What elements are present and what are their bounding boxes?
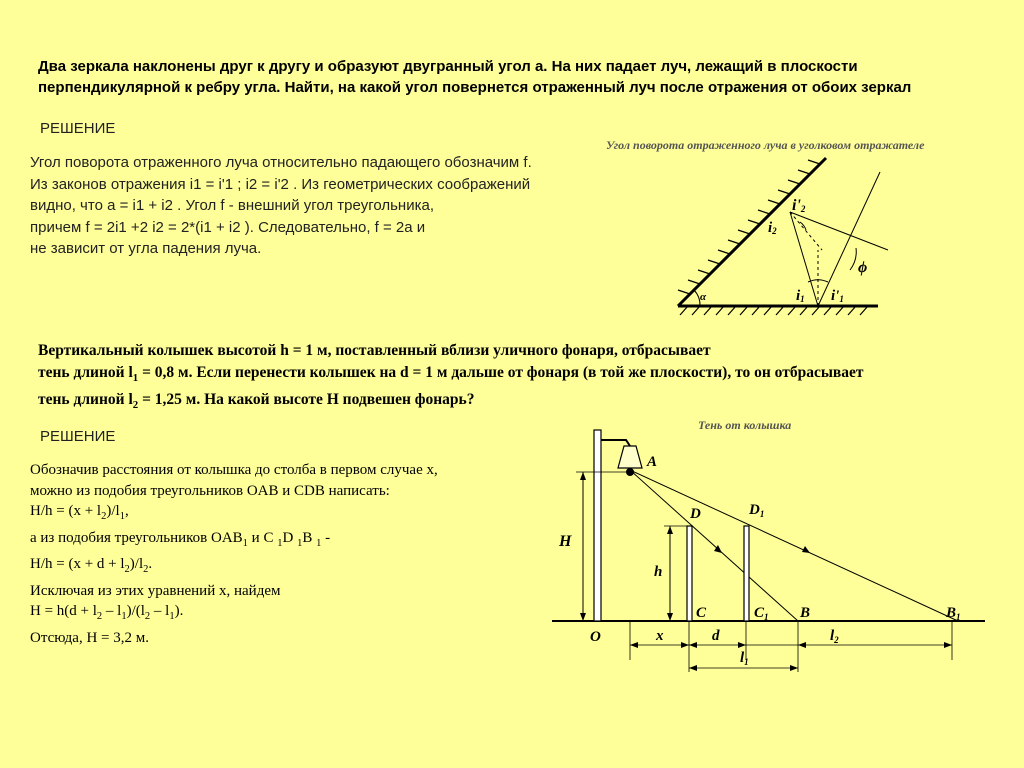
i1-label: i1	[796, 288, 805, 304]
ray-to-b	[630, 470, 798, 621]
problem-1-statement	[38, 56, 1024, 98]
problem-2-line-3: тень длиной $l_2 = 1,25$ м. На какой высоте H подвешен фонарь?	[38, 391, 475, 412]
i2-label: i2	[768, 220, 777, 236]
lamp-post	[594, 430, 601, 621]
solution-2-line: Обозначив расстояния от колышка до столба в первом случае x,	[30, 462, 438, 478]
figure-2-lamp-shadow	[548, 424, 990, 678]
solution-2-result-formula: $H = h(d + l_2 - l_1)/(l_2 - l_1)$.	[30, 603, 184, 622]
problem-2-statement	[38, 340, 998, 417]
figure-2-caption: Тень от колышка	[698, 418, 792, 432]
figure-1-caption: Угол поворота отраженного луча в уголковом отражателе	[606, 138, 925, 152]
label-d1: $D_1$	[749, 502, 765, 519]
label-c: C	[696, 605, 707, 621]
solution-1-line: причем f = 2i1 +2 i2 = 2*(i1 + i2 ). Следовательно, f = 2a и	[30, 218, 426, 236]
problem-2-line-1: Вертикальный колышек высотой h = 1 м, поставленный вблизи уличного фонаря, отбрасывает	[38, 342, 711, 359]
solution-1-line: Из законов отражения i1 = i'1 ; i2 = i'2 . Из геометрических соображений	[30, 175, 531, 193]
label-b1: $B_1$	[946, 605, 961, 622]
solution-1-text	[30, 152, 630, 260]
solution-1-line: не зависит от угла падения луча.	[30, 240, 262, 257]
i1-prime-label: i'1	[831, 288, 844, 304]
label-l2: $l_2$	[830, 628, 839, 645]
lamp	[618, 446, 642, 468]
problem-1-line-1: Два зеркала наклонены друг к другу и образуют двугранный угол а. На них падает луч, лежащий в плоскости	[38, 58, 858, 75]
label-x: x	[656, 628, 664, 644]
solution-2-text	[30, 460, 550, 648]
outgoing-ray	[790, 212, 888, 250]
ray-to-b1	[630, 470, 958, 621]
solution-2-answer: Отсюда, H = 3,2 м.	[30, 629, 149, 646]
solution-1-line: видно, что а = i1 + i2 . Угол f - внешний угол треугольника,	[30, 197, 434, 214]
problem-1-line-2: перпендикулярной к ребру угла. Найти, на какой угол повернется отраженный луч после отражения от обоих зеркал	[38, 79, 912, 96]
label-d: D	[690, 506, 701, 522]
solution-2-equation-1: $H/h = (x + l_2)/l_1$,	[30, 503, 129, 522]
label-d-dist: d	[712, 628, 720, 644]
incident-ray	[818, 172, 880, 306]
stake-1	[687, 526, 692, 621]
stake-2	[744, 526, 749, 621]
label-o: O	[590, 629, 601, 645]
phi-label: ϕ	[858, 259, 868, 276]
solution-1-line: Угол поворота отраженного луча относительно падающего обозначим f.	[30, 154, 532, 171]
solution-2-line: можно из подобия треугольников OAB и CDB написать:	[30, 482, 390, 499]
label-b: B	[800, 605, 811, 621]
solution-2-equation-2: $H/h = (x + d + l_2)/l_2$.	[30, 556, 153, 575]
solution-2-line: а из подобия треугольников $OAB_1$ и C $_1$D $_1$B $_1$ -	[30, 529, 331, 549]
solution-1-heading: РЕШЕНИЕ	[40, 120, 116, 137]
i2-prime-label: i'2	[792, 197, 806, 214]
figure-1-corner-reflector	[660, 150, 900, 320]
alpha-label: α	[700, 291, 707, 303]
inclined-mirror-hatching	[678, 160, 820, 294]
problem-2-line-2: тень длиной $l_1 = 0,8$ м. Если перенести колышек на d = 1 м дальше от фонаря (в той же плоскости), то он отбрасывает	[38, 363, 864, 384]
solution-2-line: Исключая из этих уравнений x, найдем	[30, 582, 281, 599]
inclined-mirror	[678, 158, 826, 306]
label-h-big: H	[559, 533, 572, 550]
solution-2-heading: РЕШЕНИЕ	[40, 428, 116, 445]
label-a: A	[647, 454, 658, 470]
label-c1: $C_1$	[754, 605, 769, 622]
label-h: h	[654, 564, 663, 580]
label-l1: $l_1$	[740, 650, 749, 667]
